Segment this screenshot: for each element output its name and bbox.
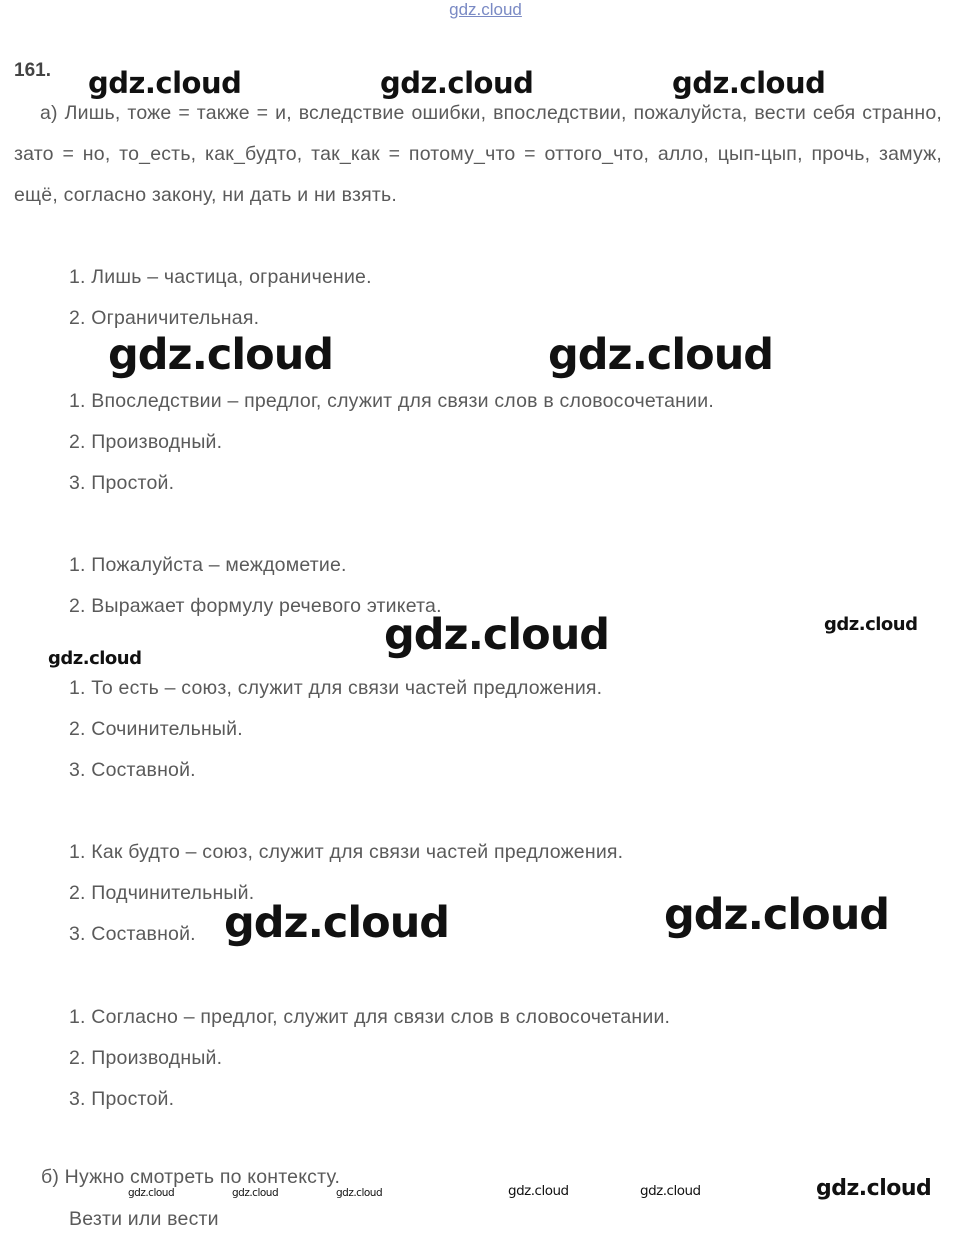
watermark: gdz.cloud [224,898,450,948]
watermark: gdz.cloud [336,1187,383,1199]
watermark: gdz.cloud [672,66,826,100]
watermark: gdz.cloud [816,1176,932,1201]
watermark: gdz.cloud [232,1187,279,1199]
list-item: 2. Ограничительная. [69,307,260,329]
watermark: gdz.cloud [548,330,774,380]
list-item: 3. Составной. [69,923,196,945]
part-b-line: б) Нужно смотреть по контексту. [41,1166,341,1188]
list-item: 3. Составной. [69,759,196,781]
watermark: gdz.cloud [128,1187,175,1199]
watermark: gdz.cloud [508,1183,569,1199]
list-item: 3. Простой. [69,472,175,494]
list-item: 2. Выражает формулу речевого этикета. [69,595,442,617]
list-item: 1. Как будто – союз, служит для связи частей предложения. [69,841,624,863]
part-b-line: Везти или вести [69,1208,219,1230]
watermark: gdz.cloud [664,890,890,940]
list-item: 1. Впоследствии – предлог, служит для связи слов в словосочетании. [69,390,714,412]
watermark: gdz.cloud [108,330,334,380]
list-item: 1. Согласно – предлог, служит для связи слов в словосочетании. [69,1006,671,1028]
site-header-link[interactable]: gdz.cloud [449,0,522,19]
watermark: gdz.cloud [384,610,610,660]
list-item: 1. Лишь – частица, ограничение. [69,266,372,288]
watermark: gdz.cloud [380,66,534,100]
list-item: 2. Производный. [69,431,223,453]
list-item: 2. Производный. [69,1047,223,1069]
watermark: gdz.cloud [640,1183,701,1199]
list-item: 1. Пожалуйста – междометие. [69,554,347,576]
task-number: 161. [14,60,51,81]
watermark: gdz.cloud [88,66,242,100]
watermark: gdz.cloud [824,614,918,635]
list-item: 1. То есть – союз, служит для связи частей предложения. [69,677,603,699]
list-item: 2. Подчинительный. [69,882,255,904]
watermark: gdz.cloud [48,648,142,669]
part-a-text: а) Лишь, тоже = также = и, вследствие ошибки, впоследствии, пожалуйста, вести себя странно, зато = но, то_есть, как_будто, так_как = потому_что = оттого_что, алло, цып-цып, прочь, замуж, ещё, согласно закону, ни дать и ни взять. [14,102,942,206]
list-item: 2. Сочинительный. [69,718,243,740]
list-item: 3. Простой. [69,1088,175,1110]
part-a-paragraph [14,93,942,216]
